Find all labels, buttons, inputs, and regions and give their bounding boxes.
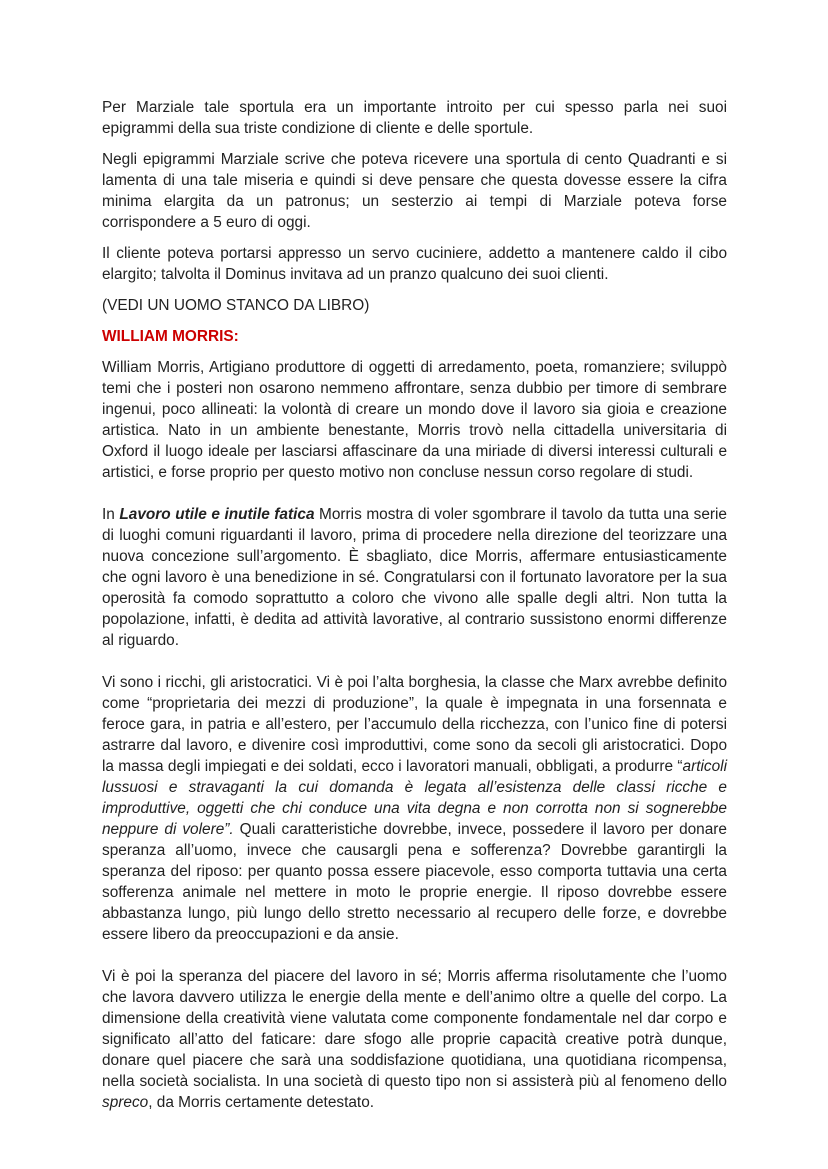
- paragraph-lavoro-utile: [102, 504, 727, 651]
- section-heading-william-morris: WILLIAM MORRIS:: [102, 328, 239, 345]
- paragraph-ricchi-aristocratici: [102, 672, 727, 945]
- paragraph-piacere-lavoro: [102, 966, 727, 1113]
- paragraph-marziale-intro: Per Marziale tale sportula era un importante introito per cui spesso parla nei suoi epigrammi della sua triste condizione di cliente e delle sportule.: [102, 99, 727, 137]
- paragraph-cliente-servo: Il cliente poteva portarsi appresso un servo cuciniere, addetto a mantenere caldo il cibo elargito; talvolta il Dominus invitava ad un pranzo qualcuno dei suoi clienti.: [102, 245, 727, 283]
- text-run: , da Morris certamente detestato.: [148, 1094, 375, 1111]
- paragraph-vedi-libro: (VEDI UN UOMO STANCO DA LIBRO): [102, 297, 370, 314]
- text-run: Vi sono i ricchi, gli aristocratici. Vi è poi l’alta borghesia, la classe che Marx avrebbe definito come “proprietaria dei mezzi di produzione”, la quale è impegnata in una forsennata e feroce gara, in patria e all’estero, per l’accumulo della ricchezza, con l’unico fine di potersi astrarre dal lavoro, e divenire così improduttivi, come sono da secoli gli aristocratici. Dopo la massa degli impiegati e dei soldati, ecco i lavoratori manuali, obbligati, a produrre “: [102, 674, 727, 775]
- document-page: [102, 97, 727, 1113]
- paragraph-morris-bio: William Morris, Artigiano produttore di oggetti di arredamento, poeta, romanziere; sviluppò temi che i posteri non osarono nemmeno affrontare, senza dubbio per timore di sembrare ingenui, poco allineati: la volontà di creare un mondo dove il lavoro sia gioia e creazione artistica. Nato in un ambiente benestante, Morris trovò nella cittadella universitaria di Oxford il luogo ideale per lasciarsi affascinare da una miriade di diversi interessi culturali e artistici, e forse proprio per questo motivo non concluse nessun corso regolare di studi.: [102, 359, 727, 481]
- book-title: Lavoro utile e inutile fatica: [119, 506, 315, 523]
- text-run: In: [102, 506, 120, 523]
- text-run: Morris mostra di voler sgombrare il tavolo da tutta una serie di luoghi comuni riguardanti il lavoro, prima di procedere nella direzione del teorizzare una nuova concezione sull’argomento. È sbagliato, dice Morris, affermare entusiasticamente che ogni lavoro è una benedizione in sé. Congratularsi con il fortunato lavoratore per la sua operosità fa comodo soprattutto a coloro che vivono alle spalle degli altri. Non tutta la popolazione, infatti, è dedita ad attività lavorative, al contrario sussistono enormi differenze al riguardo.: [102, 506, 727, 649]
- italic-quote: articoli lussuosi e stravaganti la cui domanda è legata all’esistenza delle classi ricche e improduttive, oggetti che chi conduce una vita degna e non corrotta non si sognerebbe neppure di volere”.: [102, 758, 727, 838]
- paragraph-sportula-quadranti: Negli epigrammi Marziale scrive che poteva ricevere una sportula di cento Quadranti e si lamenta di una tale miseria e quindi si deve pensare che questa dovesse essere la cifra minima elargita da un patronus; un sesterzio ai tempi di Marziale poteva forse corrispondere a 5 euro di oggi.: [102, 151, 727, 231]
- italic-word: spreco: [102, 1094, 149, 1111]
- text-run: Quali caratteristiche dovrebbe, invece, possedere il lavoro per donare speranza all’uomo, invece che causargli pena e sofferenza? Dovrebbe garantirgli la speranza del riposo: per quanto possa essere piacevole, esso comporta tuttavia una certa sofferenza animale nel mettere in moto le proprie energie. Il riposo dovrebbe essere abbastanza lungo, più lungo dello stretto necessario al recupero delle forze, e dovrebbe essere libero da preoccupazioni e da ansie.: [102, 821, 727, 943]
- text-run: Vi è poi la speranza del piacere del lavoro in sé; Morris afferma risolutamente che l’uomo che lavora davvero utilizza le energie della mente e dell’animo oltre a quelle del corpo. La dimensione della creatività viene valutata come componente fondamentale nel dar corpo e significato all’atto del faticare: dare sfogo alle proprie capacità creative potrà dunque, donare quel piacere che sarà una soddisfazione quotidiana, una quotidiana ricompensa, nella società socialista. In una società di questo tipo non si assisterà più al fenomeno dello: [102, 968, 727, 1090]
